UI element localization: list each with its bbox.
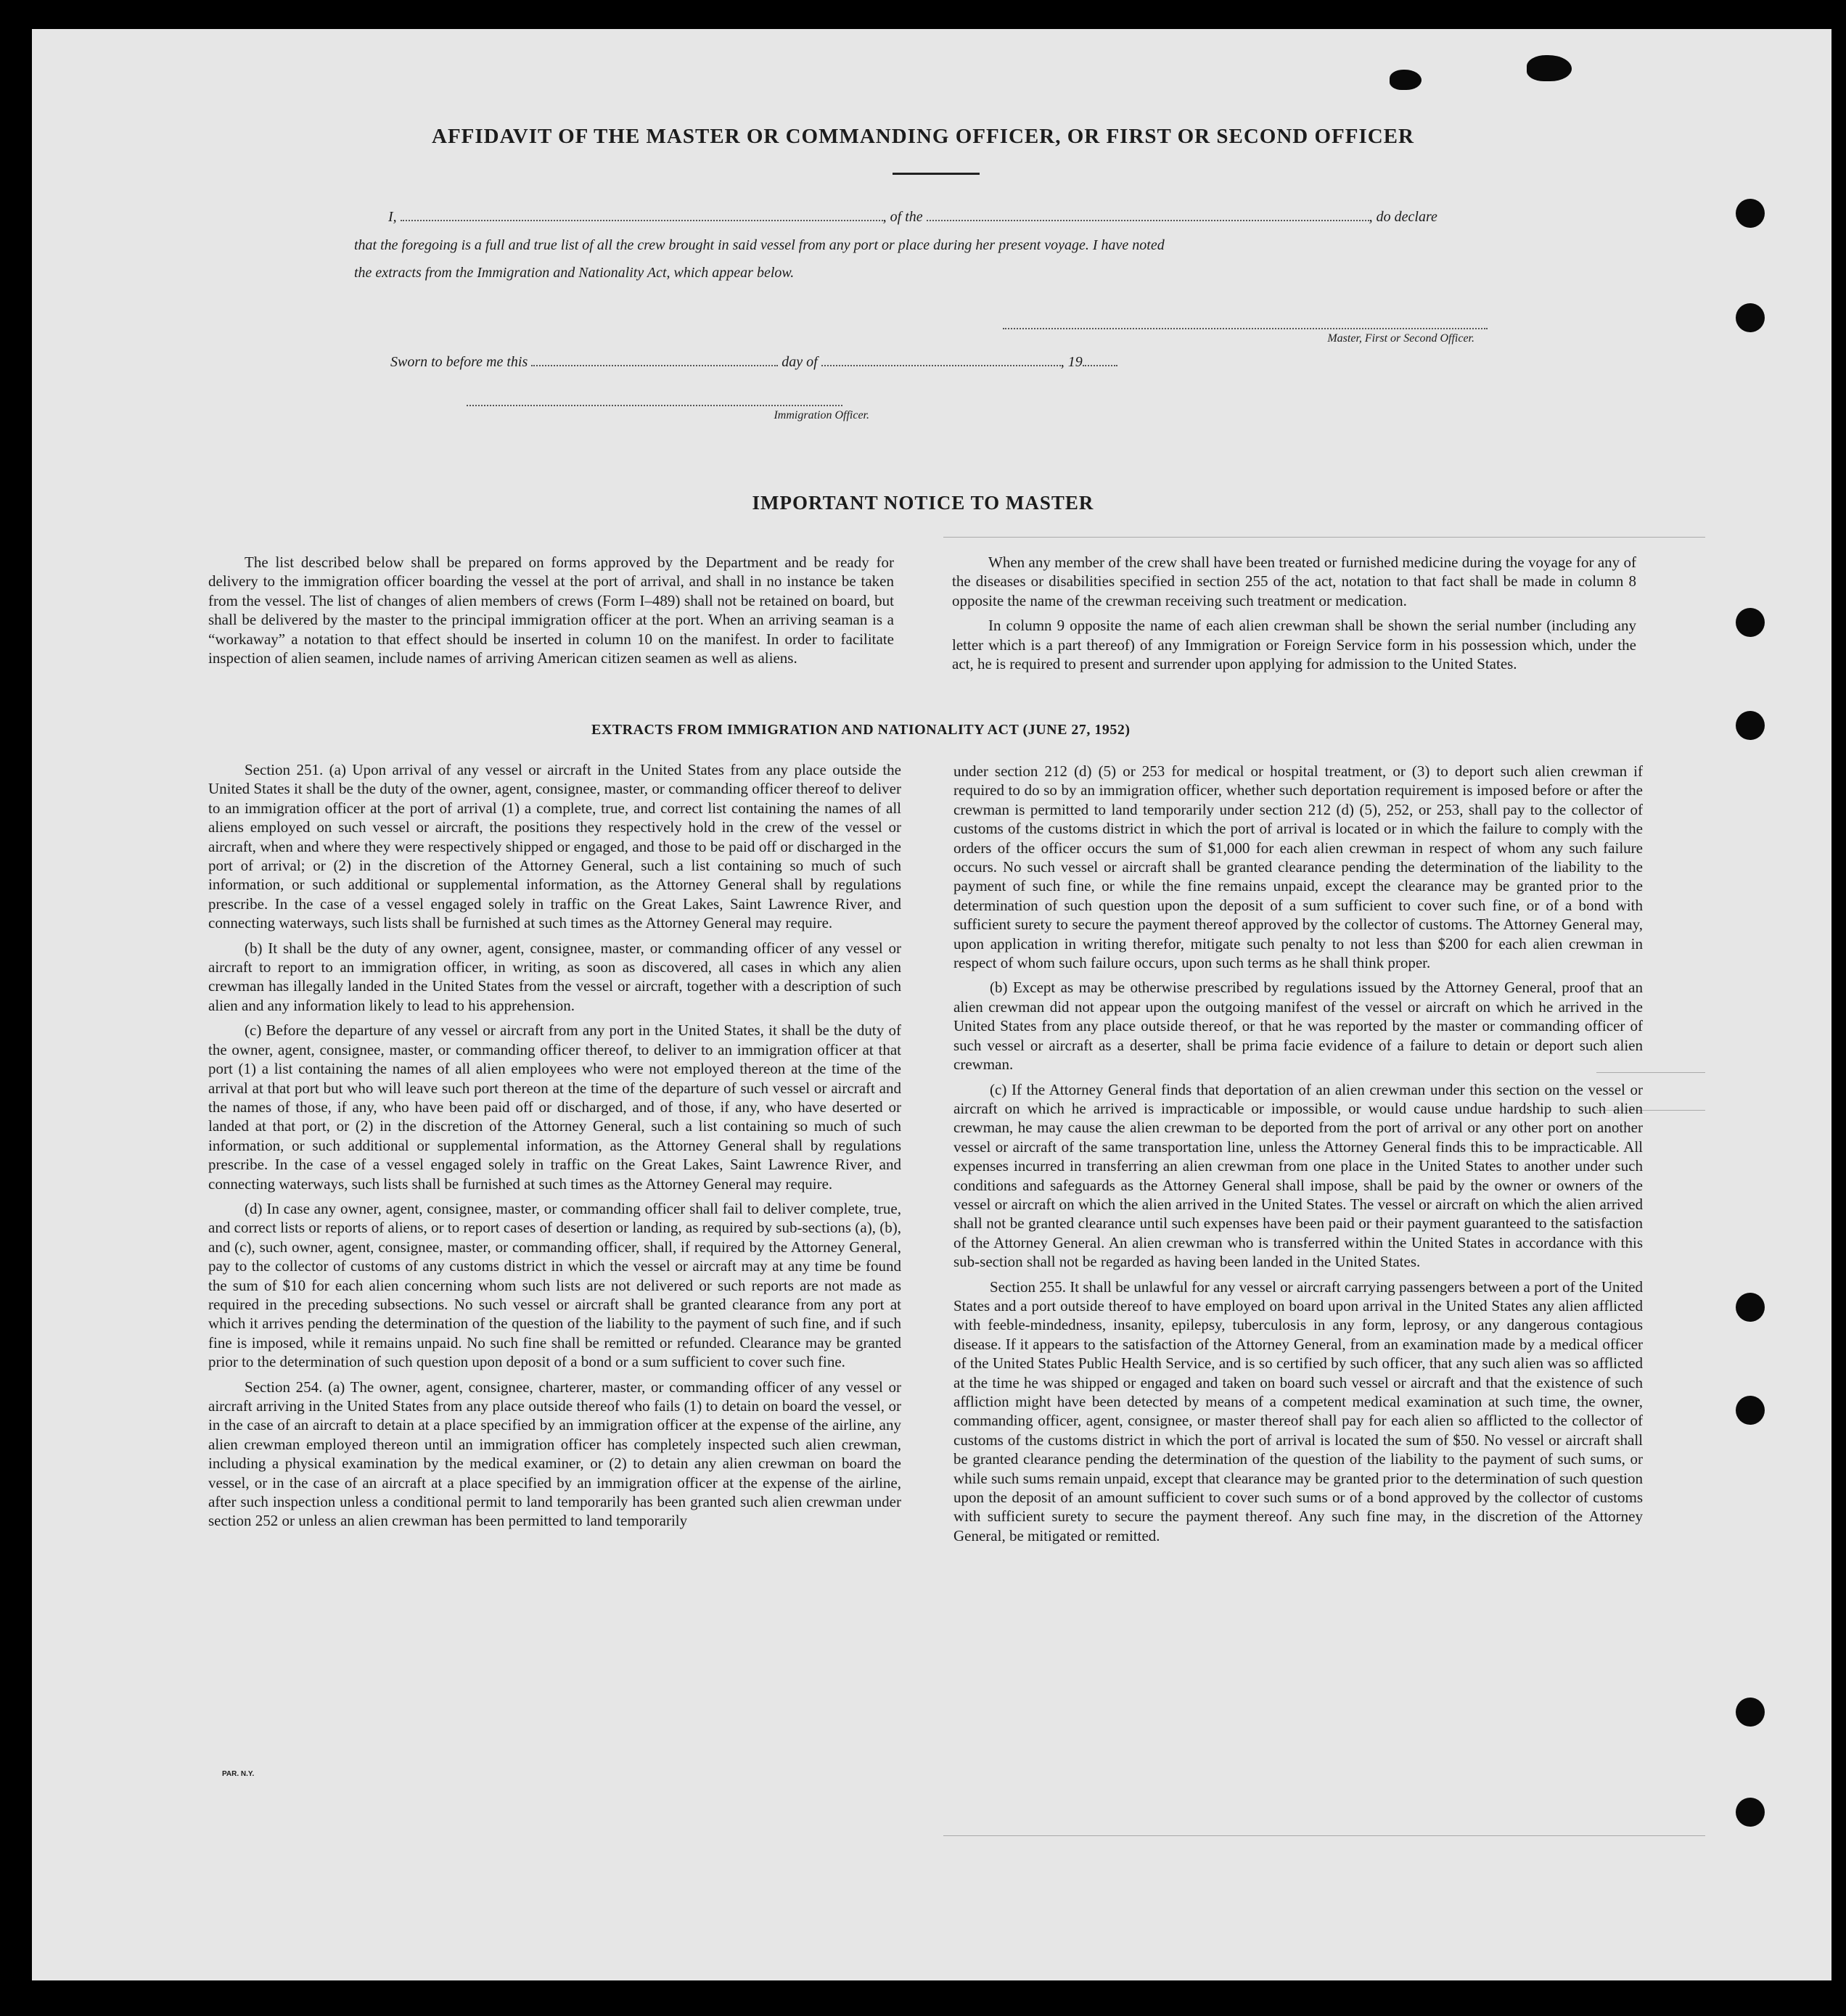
punch-hole <box>1736 1396 1765 1425</box>
notice-left-column <box>208 553 894 673</box>
notice-right-column <box>952 553 1636 679</box>
master-caption: Master, First or Second Officer. <box>1327 332 1474 345</box>
section-251-a: Section 251. (a) Upon arrival of any vessel or aircraft in the United States from any place outside the United States it shall be the duty of the owner, agent, consignee, master, or commanding officer thereof to deliver to an immigration officer at the port of arrival (1) a complete, true, and correct list containing the names of all aliens employed on such vessel or aircraft, the positions they respectively hold in the crew of the vessel or aircraft, when and where they were respectively shipped or engaged, and those to be paid off or discharged in the port of arrival; or (2) in the discretion of the Attorney General, such a list containing so much of such information, or such additional or supplemental information, as the Attorney General shall by regulations prescribe. In the case of a vessel engaged solely in traffic on the Great Lakes, Saint Lawrence River, and connecting waterways, such lists shall be furnished at such times as the Attorney General may require. <box>208 761 901 932</box>
declaration-line <box>388 209 1488 226</box>
notice-left-paragraph: The list described below shall be prepared on forms approved by the Department and be ready for delivery to the immigration officer boarding the vessel at the port of arrival, and shall in no instance be taken from the vessel. The list of changes of alien members of crews (Form I–489) shall not be retained on board, but shall be delivered by the master to the principal immigration officer at the port. When an arriving seaman is a “workaway” a notation to that effect should be inserted in column 10 on the manifest. In order to facilitate inspection of alien seamen, include names of arriving American citizen seamen as well as aliens. <box>208 554 894 667</box>
printer-mark: PAR. N.Y. <box>222 1770 255 1778</box>
sworn-day-of: day of <box>782 354 818 370</box>
declaration-text-3: the extracts from the Immigration and Nationality Act, which appear below. <box>354 265 795 281</box>
section-254-a-continued: under section 212 (d) (5) or 253 for medical or hospital treatment, or (3) to deport such alien crewman if required to do so by an immigration officer, whether such deportation requirement is imposed before or after the crewman is permitted to land temporarily under section 212 (d) (5), 252, or 253, shall pay to the collector of customs of the customs district in which the port of arrival is located or in which the failure to comply with the orders of the officer occurs the sum of $1,000 for each alien crewman in respect of whom any such failure occurs. No such vessel or aircraft shall be granted clearance pending the determination of the liability to the payment of such fine, or while the fine remains unpaid, except the clearance may be granted prior to the determination of such question upon the deposit of a sum sufficient to cover such fine, or of a bond with sufficient surety to secure the payment thereof approved by the collector of customs. The Attorney General may, upon application in writing therefor, mitigate such penalty to not less than $200 for each alien crewman in respect of whom such failure occurs, upon such terms as he shall think proper. <box>953 762 1643 972</box>
section-254-c: (c) If the Attorney General finds that deportation of an alien crewman under this section on the vessel or aircraft on which he arrived is impracticable or impossible, or would cause undue hardship to such alien crewman, he may cause the alien crewman to be deported from the port of arrival or any other port on another vessel or aircraft of the same transportation line, unless the Attorney General finds this to be impracticable. All expenses incurred in transferring an alien crewman from one place in the United States to another under such conditions and safeguards as the Attorney General shall impose, shall be paid by the owner or owners of the vessel or aircraft on which the alien arrived in the United States. The vessel or aircraft on which the alien arrived shall not be granted clearance until such expenses have been paid or their payment guaranteed to the satisfaction of the Attorney General. An alien crewman who is transferred within the United States in accordance with this sub-section shall not be regarded as having been landed in the United States. <box>953 1080 1643 1271</box>
section-254-b: (b) Except as may be otherwise prescribed by regulations issued by the Attorney General, proof that an alien crewman did not appear upon the outgoing manifest of the vessel or aircraft on which he arrived in the United States from any place outside thereof, or that he was reported by the master or commanding officer of such vessel or aircraft as a deserter, shall be prima facie evidence of a failure to detain or deport such alien crewman. <box>953 979 1643 1074</box>
name-blank[interactable] <box>401 220 883 221</box>
section-251-d: (d) In case any owner, agent, consignee, master, or commanding officer shall fail to deliver complete, true, and correct lists or reports of aliens, or to report cases of desertion or landing, as required by sub-sections (a), (b), and (c), such owner, agent, consignee, master, or commanding officer, shall, if required by the Attorney General, pay to the collector of customs of any customs district in which the vessel or aircraft may at any time be found the sum of $10 for each alien concerning whom such lists are not delivered or such reports are not made as required in the preceding subsections. No such vessel or aircraft shall be granted clearance from any port at which it arrives pending the determination of the question of the liability to the payment of such fine, and if such fine is imposed, while it remains unpaid. No such fine shall be remitted or refunded. Clearance may be granted prior to the determination of such question upon deposit of a bond or a sum sufficient to cover such fine. <box>208 1199 901 1371</box>
scan-line <box>943 537 1705 538</box>
vessel-blank[interactable] <box>927 220 1369 221</box>
punch-hole <box>1736 199 1765 228</box>
sworn-month-blank[interactable] <box>821 365 1061 366</box>
scan-line <box>943 1835 1705 1836</box>
master-signature-line[interactable] <box>1003 328 1488 329</box>
sworn-line <box>390 354 1261 371</box>
section-255: Section 255. It shall be unlawful for any vessel or aircraft carrying passengers between a port of the United States and a port outside thereof to have employed on board upon arrival in the United States any alien afflicted with feeble-mindedness, insanity, epilepsy, tuberculosis in any form, leprosy, or any dangerous contagious disease. If it appears to the satisfaction of the Attorney General, from an examination made by a medical officer of the United States Public Health Service, and is so certified by such officer, that any such alien was so afflicted at the time he was shipped or engaged and taken on board such vessel or aircraft and that the existence of such affliction might have been detected by means of a competent medical examination at such time, the owner, commanding officer, agent, consignee, or master thereof shall pay for each alien so afflicted to the collector of customs of the customs district in which the port of arrival is located the sum of $50. No vessel or aircraft shall be granted clearance pending the determination of the question of the liability to the payment of such sums, or while such sums remain unpaid, except that clearance may be granted prior to the determination of such question upon the deposit of an amount sufficient to cover such sums or of a bond approved by the collector of customs with sufficient surety to secure the payment thereof. Any such fine may, in the discretion of the Attorney General, be mitigated or remitted. <box>953 1278 1643 1544</box>
ink-blot <box>1390 70 1422 90</box>
declaration-text-2: that the foregoing is a full and true list of all the crew brought in said vessel from any port or place during her present voyage. I have noted <box>354 237 1165 253</box>
affidavit-title: AFFIDAVIT OF THE MASTER OR COMMANDING OFFICER, OR FIRST OR SECOND OFFICER <box>432 125 1414 148</box>
punch-hole <box>1736 1798 1765 1827</box>
sworn-prefix: Sworn to before me this <box>390 354 528 370</box>
punch-hole <box>1736 1293 1765 1322</box>
sworn-year: , 19 <box>1060 354 1083 370</box>
officer-caption: Immigration Officer. <box>774 409 869 421</box>
ink-blot <box>1527 55 1572 81</box>
section-251-c: (c) Before the departure of any vessel or aircraft from any port in the United States, it shall be the duty of the owner, agent, consignee, master, or commanding officer thereof, to deliver to an immigration officer at that port (1) a list containing the names of all alien employees who were not employed thereon at the time of the arrival at that port but who will leave such port thereon at the time of the departure of such vessel or aircraft and the names of those, if any, who have been paid off or discharged, and of those, if any, who have deserted or landed at that port, or (2) in the discretion of the Attorney General, such a list containing so much of such information, or such additional or supplemental information, as the Attorney General shall by regulations prescribe. In the case of a vessel engaged solely in traffic on the Great Lakes, Saint Lawrence River, and connecting waterways, such lists shall be furnished at such times as the Attorney General may require. <box>208 1021 901 1193</box>
section-251-b: (b) It shall be the duty of any owner, agent, consignee, master, or commanding officer of any vessel or aircraft to report to an immigration officer, in writing, as soon as discovered, all cases in which any alien crewman has illegally landed in the United States from the vessel or aircraft, together with a description of such alien and any information likely to lead to his apprehension. <box>208 939 901 1014</box>
punch-hole <box>1736 1698 1765 1727</box>
declaration-i: I, <box>388 209 397 225</box>
punch-hole <box>1736 608 1765 637</box>
punch-hole <box>1736 711 1765 740</box>
title-rule <box>893 173 980 175</box>
sworn-date-blank[interactable] <box>531 365 778 366</box>
extracts-right-column <box>953 762 1643 1551</box>
declaration-of-the: , of the <box>882 209 923 225</box>
notice-right-paragraph-1: When any member of the crew shall have been treated or furnished medicine during the voyage for any of the diseases or disabilities specified in section 255 of the act, notation to that fact shall be made in column 8 opposite the name of the crewman receiving such treatment or medication. <box>952 554 1636 609</box>
sworn-year-blank[interactable] <box>1083 365 1117 366</box>
notice-right-paragraph-2: In column 9 opposite the name of each alien crewman shall be shown the serial number (including any letter which is a part thereof) of any Immigration or Foreign Service form in his possession which, under the act, he is required to present and surrender upon applying for admission to the United States. <box>952 617 1636 673</box>
extracts-left-column <box>208 760 901 1536</box>
notice-title: IMPORTANT NOTICE TO MASTER <box>752 492 1094 514</box>
extracts-title: EXTRACTS FROM IMMIGRATION AND NATIONALITY ACT (JUNE 27, 1952) <box>591 722 1131 738</box>
declaration-do-declare: , do declare <box>1369 209 1437 225</box>
officer-signature-line[interactable] <box>467 405 842 406</box>
section-254-a: Section 254. (a) The owner, agent, consignee, charterer, master, or commanding officer of any vessel or aircraft arriving in the United States from any place outside thereof who fails (1) to detain on board the vessel, or in the case of an aircraft to detain at a place specified by an immigration officer at the expense of the airline, any alien crewman employed thereon until an immigration officer has completely inspected such alien crewman, including a physical examination by the medical examiner, or (2) to detain any alien crewman on board the vessel, or in the case of an aircraft at a place specified by an immigration officer at the expense of the airline, after such inspection unless a conditional permit to land temporarily has been granted such alien crewman under section 252 or unless an alien crewman has been permitted to land temporarily <box>208 1378 901 1530</box>
punch-hole <box>1736 303 1765 332</box>
